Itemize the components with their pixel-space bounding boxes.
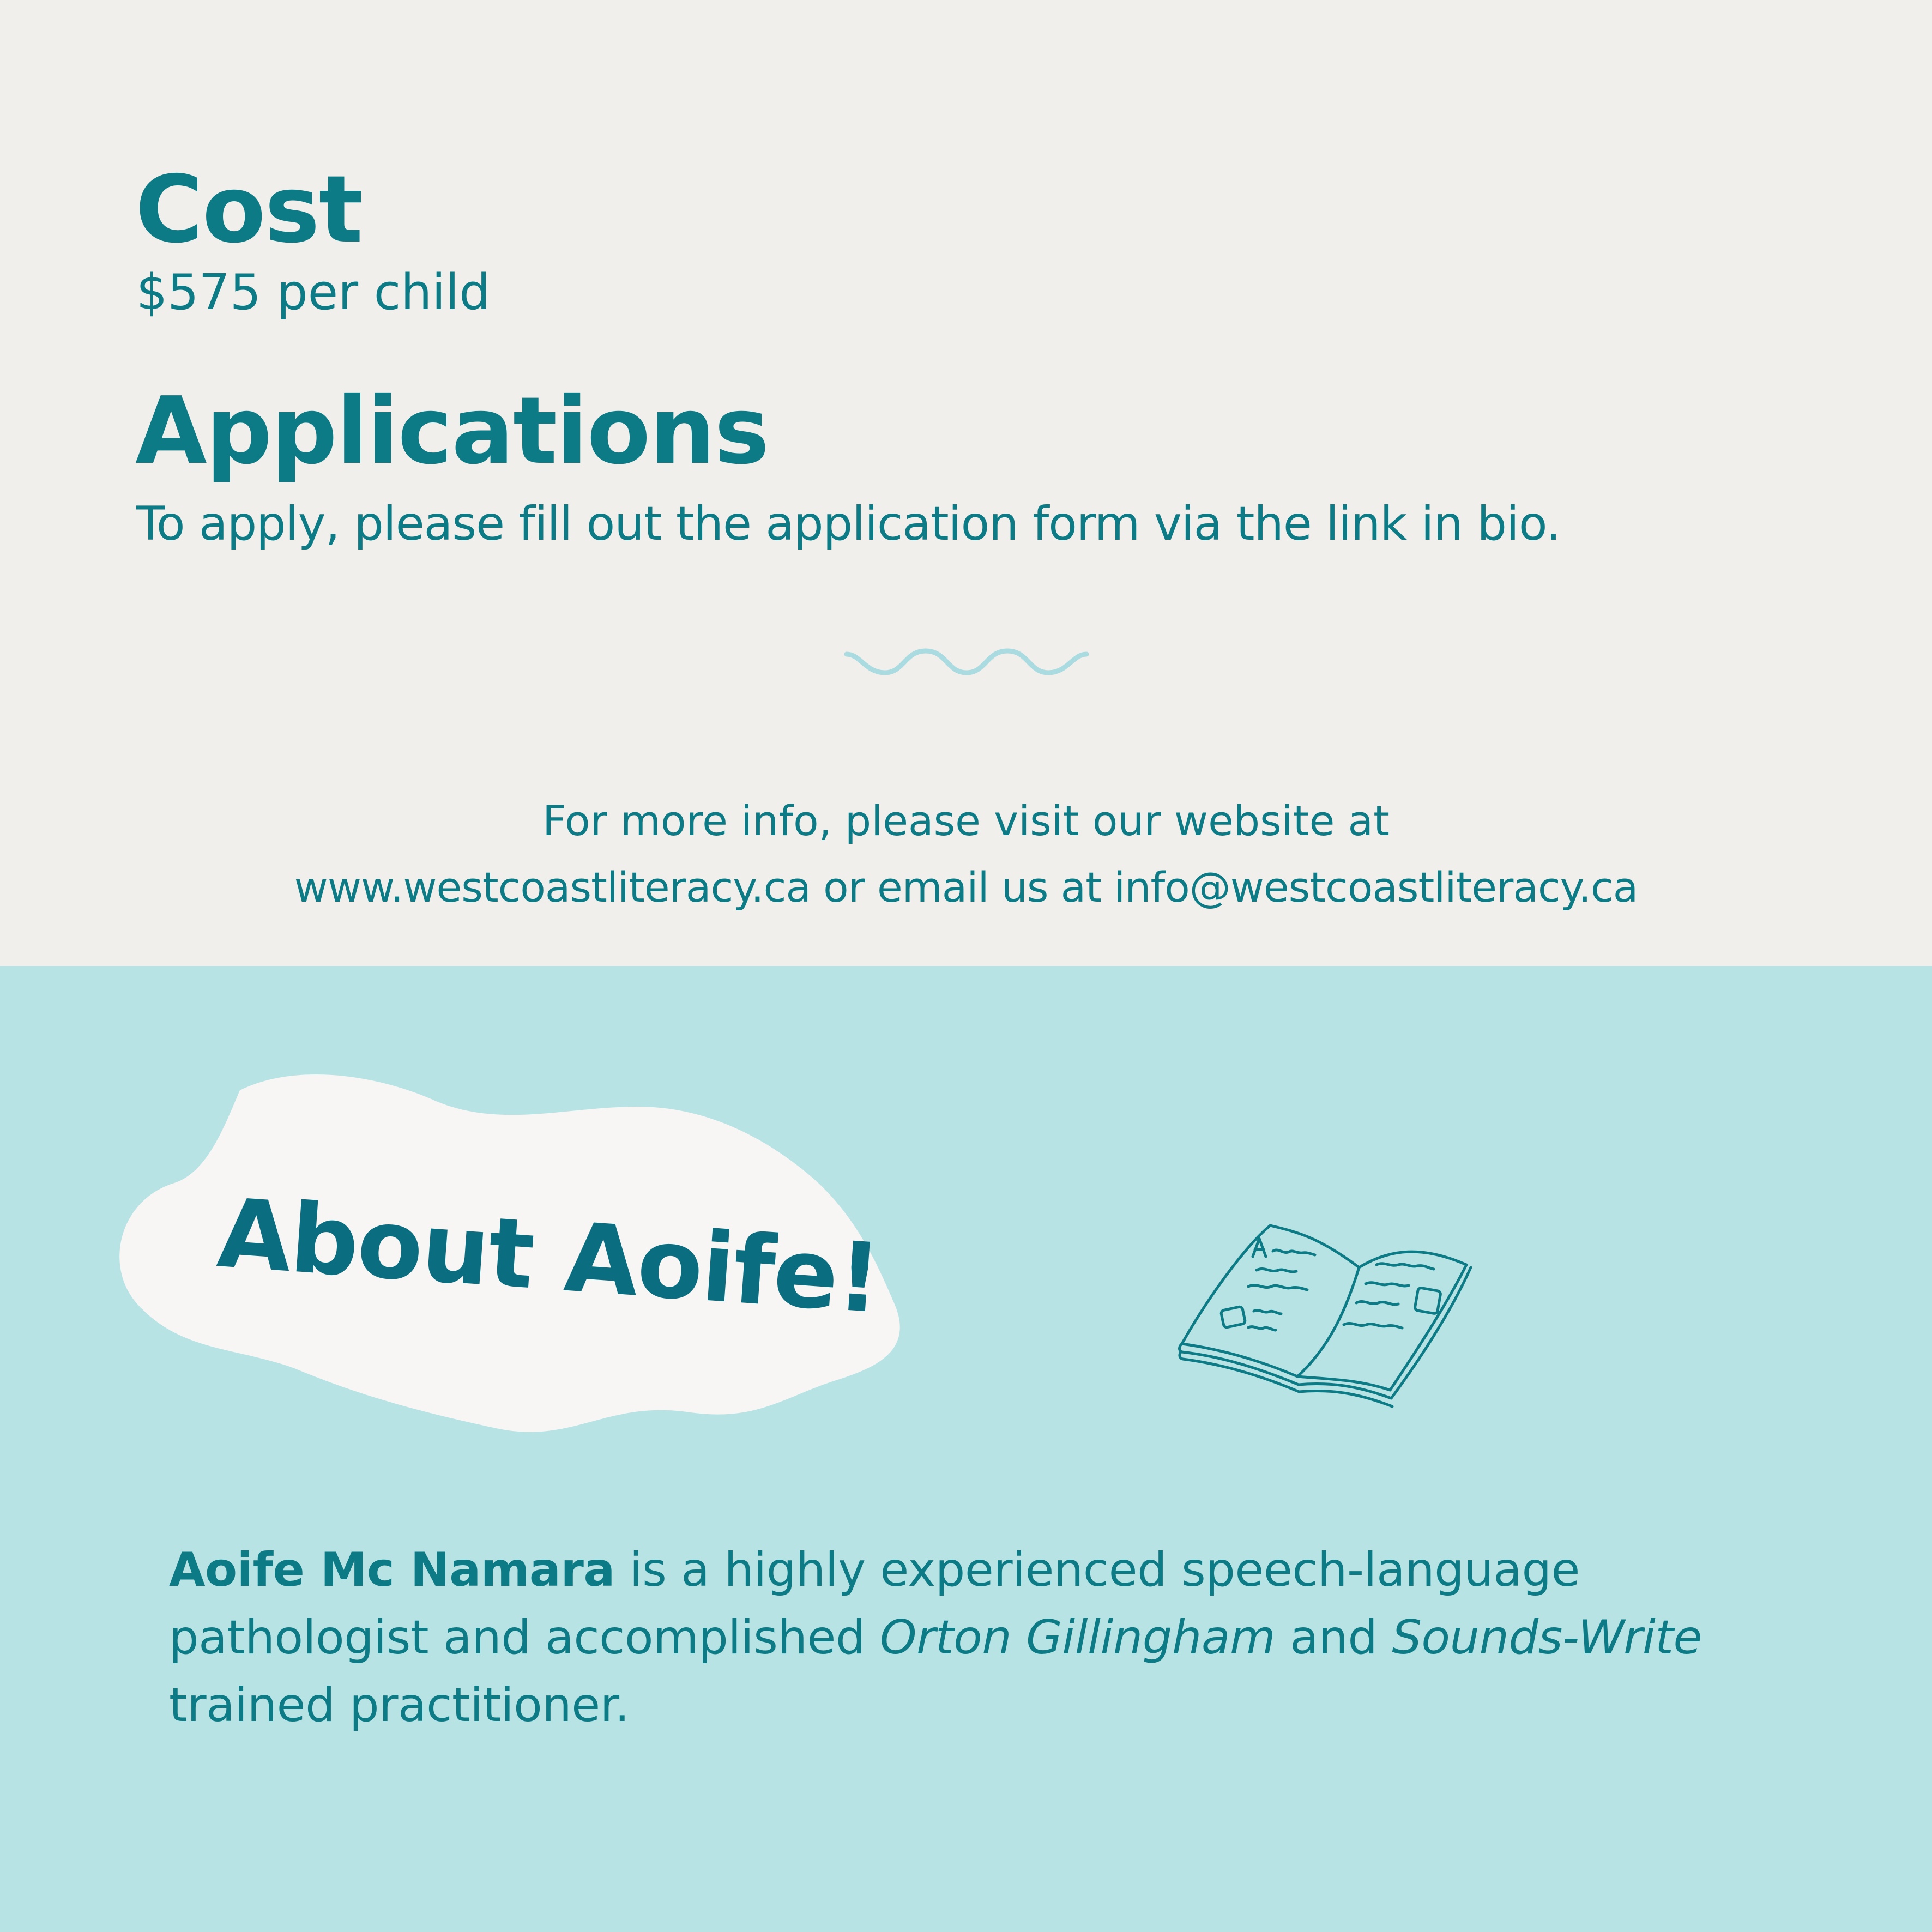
info-line-1: For more info, please visit our website at <box>542 796 1390 845</box>
bio-italic-sounds-write: Sounds-Write <box>1392 1610 1702 1665</box>
bio-text-1: is a highly experienced speech-language pathologist and accomplished <box>169 1543 1580 1665</box>
bio-text-2: and <box>1275 1610 1392 1665</box>
about-title: About Aoife! <box>214 1178 884 1335</box>
info-line-2: www.westcoastliteracy.ca or email us at info@westcoastliteracy.ca <box>294 863 1638 911</box>
applications-text: To apply, please fill out the application form via the link in bio. <box>136 497 1561 551</box>
bio-name: Aoife Mc Namara <box>169 1543 615 1597</box>
bio-paragraph <box>169 1536 1804 1739</box>
cost-value: $575 per child <box>136 264 491 321</box>
bio-text-3: trained practitioner. <box>169 1678 630 1732</box>
squiggle-divider-icon <box>844 642 1089 680</box>
applications-heading: Applications <box>135 377 769 485</box>
bio-italic-orton-gillingham: Orton Gillingham <box>879 1610 1276 1665</box>
cost-heading: Cost <box>135 156 363 264</box>
open-book-icon <box>1172 1216 1483 1412</box>
